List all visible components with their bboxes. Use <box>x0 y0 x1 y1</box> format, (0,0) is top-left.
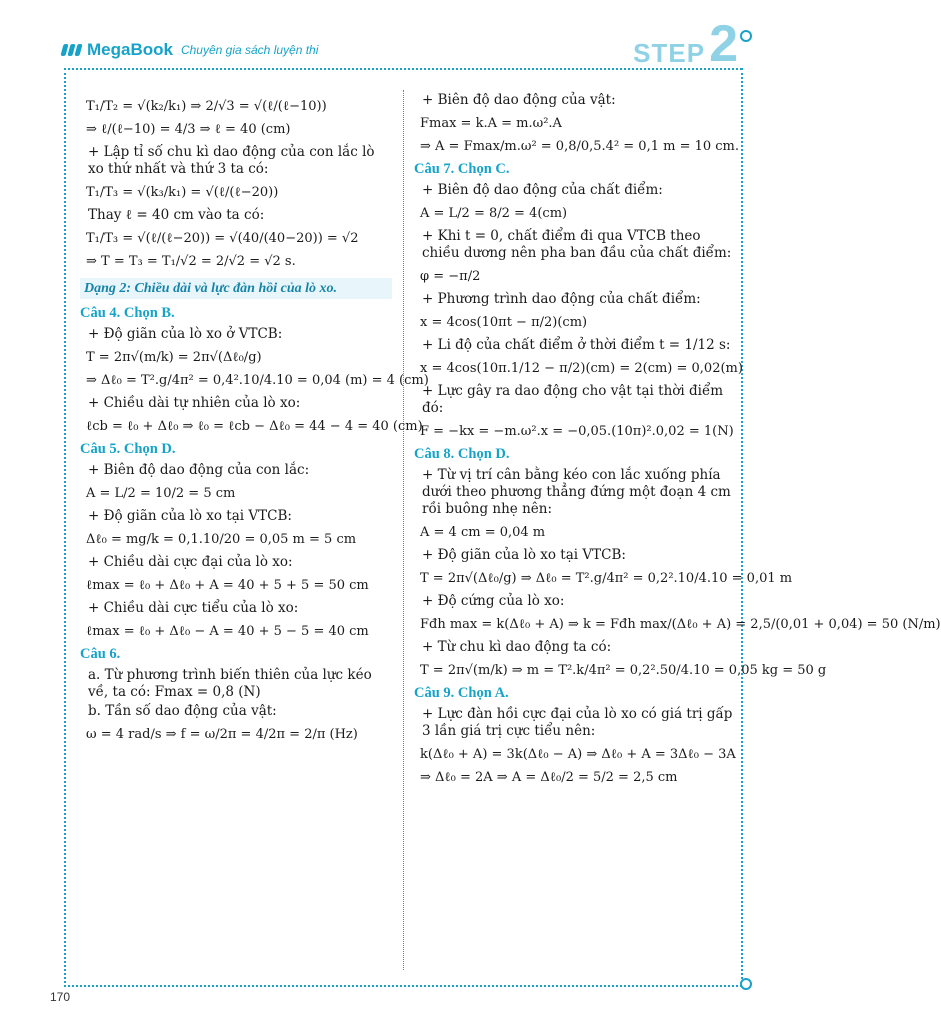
body-text: + Lực gây ra dao động cho vật tại thời điểm đó: <box>422 383 724 416</box>
body-text: + Chiều dài tự nhiên của lò xo: <box>88 395 301 411</box>
body-text: + Biên độ dao động của vật: <box>422 92 616 108</box>
brand-name: MegaBook <box>87 40 173 59</box>
body-text: + Từ chu kì dao động ta có: <box>422 639 612 655</box>
brand-mark-icon <box>62 44 81 56</box>
equation: ⇒ ℓ/(ℓ−10) = 4/3 ⇒ ℓ = 40 (cm) <box>86 122 291 137</box>
equation: T = 2π√(Δℓ₀/g) ⇒ Δℓ₀ = T².g/4π² = 0,2².10/4.10 = 0,01 m <box>420 571 793 586</box>
equation: T = 2π√(m/k) ⇒ m = T².k/4π² = 0,2².50/4.10 = 0,05 kg = 50 g <box>420 663 827 678</box>
equation: ω = 4 rad/s ⇒ f = ω/2π = 4/2π = 2/π (Hz) <box>86 727 358 742</box>
equation: A = 4 cm = 0,04 m <box>420 525 546 540</box>
left-column <box>80 92 429 749</box>
body-text: + Chiều dài cực đại của lò xo: <box>88 554 293 570</box>
equation: x = 4cos(10πt − π/2)(cm) <box>420 315 588 330</box>
equation: Fmax = k.A = m.ω².A <box>420 116 562 131</box>
question-heading: Câu 5. Chọn D. <box>80 441 176 457</box>
page-number: 170 <box>50 990 71 1004</box>
equation: ℓcb = ℓ₀ + Δℓ₀ ⇒ ℓ₀ = ℓcb − Δℓ₀ = 44 − 4 = 40 (cm) <box>86 419 423 434</box>
body-text: b. Tần số dao động của vật: <box>88 703 277 719</box>
equation: A = L/2 = 10/2 = 5 cm <box>86 486 236 501</box>
equation: ⇒ T = T₃ = T₁/√2 = 2/√2 = √2 s. <box>86 254 296 269</box>
body-text: + Biên độ dao động của chất điểm: <box>422 182 663 198</box>
topic-heading: Dạng 2: Chiều dài và lực đàn hồi của lò xo. <box>80 278 392 299</box>
equation: T₁/T₃ = √(k₃/k₁) = √(ℓ/(ℓ−20)) <box>86 185 279 200</box>
question-heading: Câu 7. Chọn C. <box>414 161 510 177</box>
equation: x = 4cos(10π.1/12 − π/2)(cm) = 2(cm) = 0,02(m) <box>420 361 743 376</box>
body-text: + Lực đàn hồi cực đại của lò xo có giá trị gấp 3 lần giá trị cực tiểu nên: <box>422 706 733 739</box>
body-text: + Chiều dài cực tiểu của lò xo: <box>88 600 299 616</box>
body-text: + Biên độ dao động của con lắc: <box>88 462 310 478</box>
equation: A = L/2 = 8/2 = 4(cm) <box>420 206 568 221</box>
body-text: + Độ cứng của lò xo: <box>422 593 565 609</box>
column-divider <box>403 90 404 970</box>
equation: Δℓ₀ = mg/k = 0,1.10/20 = 0,05 m = 5 cm <box>86 532 357 547</box>
equation: T = 2π√(m/k) = 2π√(Δℓ₀/g) <box>86 350 262 365</box>
equation: φ = −π/2 <box>420 269 481 284</box>
body-text: + Độ giãn của lò xo ở VTCB: <box>88 326 283 342</box>
question-heading: Câu 6. <box>80 646 121 662</box>
body-text: Thay ℓ = 40 cm vào ta có: <box>88 207 265 223</box>
page-header <box>0 0 800 73</box>
equation: ⇒ Δℓ₀ = T².g/4π² = 0,4².10/4.10 = 0,04 (m) = 4 (cm) <box>86 373 429 388</box>
question-heading: Câu 8. Chọn D. <box>414 446 510 462</box>
question-heading: Câu 4. Chọn B. <box>80 305 175 321</box>
body-text: + Lập tỉ số chu kì dao động của con lắc lò xo thứ nhất và thứ 3 ta có: <box>88 144 375 177</box>
brand-tagline: Chuyên gia sách luyện thi <box>180 43 319 57</box>
page-frame-right <box>741 68 743 983</box>
body-text: a. Từ phương trình biến thiên của lực kéo về, ta có: Fmax = 0,8 (N) <box>88 667 372 700</box>
equation: ⇒ A = Fmax/m.ω² = 0,8/0,5.4² = 0,1 m = 10 cm. <box>420 139 740 154</box>
body-text: + Khi t = 0, chất điểm đi qua VTCB theo chiều dương nên pha ban đầu của chất điểm: <box>422 228 732 261</box>
equation: ℓmax = ℓ₀ + Δℓ₀ + A = 40 + 5 + 5 = 50 cm <box>86 578 369 593</box>
body-text: + Độ giãn của lò xo tại VTCB: <box>422 547 626 563</box>
step-word: STEP <box>633 38 706 69</box>
equation: k(Δℓ₀ + A) = 3k(Δℓ₀ − A) ⇒ Δℓ₀ + A = 3Δℓ₀ − 3A <box>420 747 736 762</box>
equation: ⇒ Δℓ₀ = 2A ⇒ A = Δℓ₀/2 = 5/2 = 2,5 cm <box>420 770 678 785</box>
body-text: + Từ vị trí cân bằng kéo con lắc xuống phía dưới theo phương thẳng đứng một đoạn 4 cm rồi buông nhẹ nên: <box>422 467 731 517</box>
equation: T₁/T₃ = √(ℓ/(ℓ−20)) = √(40/(40−20)) = √2 <box>86 231 359 246</box>
body-text: + Li độ của chất điểm ở thời điểm t = 1/12 s: <box>422 337 731 353</box>
question-heading: Câu 9. Chọn A. <box>414 685 509 701</box>
equation: ℓmax = ℓ₀ + Δℓ₀ − A = 40 + 5 − 5 = 40 cm <box>86 624 369 639</box>
right-column <box>414 92 941 792</box>
equation: T₁/T₂ = √(k₂/k₁) ⇒ 2/√3 = √(ℓ/(ℓ−10)) <box>86 99 327 114</box>
frame-bottom-dot-icon <box>740 978 752 990</box>
brand-logo <box>62 40 318 60</box>
equation: Fđh max = k(Δℓ₀ + A) ⇒ k = Fđh max/(Δℓ₀ + A) = 2,5/(0,01 + 0,04) = 50 (N/m) <box>420 617 941 632</box>
frame-top-dot-icon <box>740 30 752 42</box>
body-text: + Phương trình dao động của chất điểm: <box>422 291 701 307</box>
step-badge <box>633 15 738 73</box>
step-number: 2 <box>709 15 738 73</box>
body-text: + Độ giãn của lò xo tại VTCB: <box>88 508 292 524</box>
equation: F = −kx = −m.ω².x = −0,05.(10π)².0,02 = 1(N) <box>420 424 734 439</box>
